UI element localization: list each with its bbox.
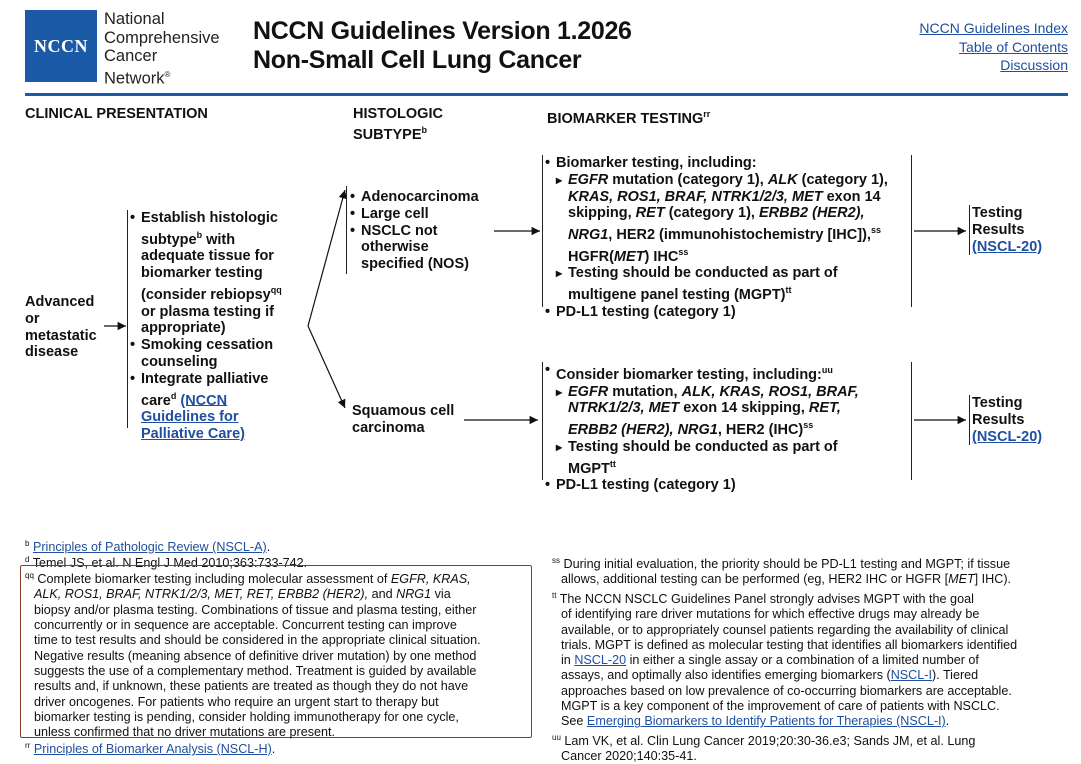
footnote-text: in either a single assay or a combination of a limited number of [626,653,979,668]
subtype-label: Large cell [361,205,429,222]
footnote-text: concurrently or in sequence are acceptable. Concurrent testing can improve [34,618,457,633]
biomarker-term: KRAS, ROS1, BRAF, NTRK1/2/3, MET [568,188,823,205]
arrow-steps-to-nonsquamous [308,190,345,326]
footnote-uu [552,730,1072,764]
presentation-line: or [25,310,40,327]
org-line: Cancer [104,47,158,65]
presentation-line: Advanced [25,294,95,310]
footnote-mark: b [25,539,30,548]
squamous-subtype [352,403,454,437]
step-line: counseling [141,354,218,371]
biomarker-text: (category 1), [664,205,759,222]
bracket-biomarker-top-left [542,155,543,307]
pdl1-testing [545,477,911,494]
footnote-ss [552,553,1072,588]
footnote-term: ALK, ROS1, BRAF, NTRK1/2/3, MET, RET, ERBB2 (HER2), [34,587,369,602]
initial-steps-box [130,210,305,443]
footnote-text: suggests the use of a complementary method. Treatment is guided by available [34,663,477,678]
footnote-ref: ss [678,246,689,257]
biomarker-list [556,384,911,439]
pdl1-text: PD-L1 testing (category 1) [556,477,736,494]
heading-line: SUBTYPE [353,126,422,143]
nonsquamous-subtypes [350,189,495,273]
footnote-text: results and, if unknown, these patients are treated as though they do not have [34,679,469,694]
step-line: appropriate) [141,320,226,337]
subtype-label: Squamous cell [352,403,455,419]
step-line: subtype [141,231,197,248]
biomarker-term: ERBB2 (HER2), NRG1 [568,422,718,439]
footnote-text: approaches based on low prevalence of co-occurring biomarkers are acceptable. [561,683,1012,698]
heading-text: BIOMARKER TESTING [547,110,704,127]
footnote-ref: tt [609,458,616,469]
arrow-steps-to-squamous [308,326,345,408]
step-palliative-care [130,371,305,443]
org-line: National [104,10,165,28]
footnote-text: and [368,587,397,602]
biomarker-testing-nonsquamous [545,155,911,321]
footnote-text: Cancer 2020;140:35-41. [561,749,697,764]
results-label: Testing [972,205,1023,221]
footnote-mark: qq [25,571,34,580]
palliative-care-link[interactable]: Guidelines for [141,409,239,426]
bracket-biomarker-top-right [911,155,912,307]
guideline-version-title: NCCN Guidelines Version 1.2026 [253,17,632,45]
registered-mark: ® [164,69,171,79]
footnote-mark: ss [552,556,560,565]
footnote-qq [25,568,530,740]
nscl-20-link[interactable]: (NSCL-20) [972,238,1043,255]
biomarker-term: ERBB2 (HER2), [758,205,865,222]
step-line: with [202,231,236,248]
bracket-results-top [969,205,970,255]
biomarker-testing-squamous [545,362,911,494]
subtype-label: specified (NOS) [361,256,469,273]
testing-results-top [972,205,1042,255]
bracket-steps [127,210,128,428]
subtype-nsclc-nos [350,223,495,273]
biomarker-text: , HER2 (immunohistochemistry [IHC]), [608,227,871,244]
biomarker-analysis-link[interactable]: Principles of Biomarker Analysis (NSCL-H) [33,742,272,757]
biomarker-text: exon 14 skipping, [679,400,809,417]
footnotes-right [552,553,1072,764]
footnote-text: biomarker testing is pending, consider holding immunotherapy for one cycle, [34,709,459,724]
footnote-text: Lam VK, et al. Clin Lung Cancer 2019;20:30-36.e3; Sands JM, et al. Lung [564,733,976,748]
nscl-20-link[interactable]: (NSCL-20) [972,428,1043,445]
step-line: (consider rebiopsy [141,286,271,303]
biomarker-term: ALK, KRAS, ROS1, BRAF, [681,383,859,400]
biomarker-text: exon 14 [822,188,881,205]
footnote-ref: ss [803,420,814,431]
footnote-text: . [266,540,271,555]
biomarker-text: mutation (category 1), [608,171,768,188]
biomarker-term: MET [613,248,645,265]
mgpt-text: MGPT [568,460,610,477]
biomarker-heading-text: Biomarker testing, including: [556,155,757,171]
biomarker-text: ) IHC [644,248,679,265]
subtype-large-cell [350,206,495,223]
org-line: Network [104,69,165,87]
guidelines-index-link[interactable]: NCCN Guidelines Index [919,20,1068,36]
step-line: care [141,392,171,409]
footnote-ref: d [170,390,177,401]
footnote-text: ). Tiered [931,668,979,683]
footnote-text: . [945,714,950,729]
step-smoking-cessation [130,337,305,371]
palliative-care-link[interactable]: (NCCN [180,392,228,409]
biomarker-term: RET, [808,400,841,417]
footnote-mark: tt [552,590,557,600]
footnote-text: via [431,587,451,602]
step-histologic-subtype [130,210,305,337]
bracket-nonsquamous [346,186,347,274]
results-label: Testing [972,395,1023,411]
biomarker-text: (category 1), [797,171,888,188]
nscl-i-link[interactable]: NSCL-I [890,668,932,683]
presentation-line: disease [25,344,79,361]
subtype-label: carcinoma [352,419,425,436]
biomarker-heading-text: Consider biomarker testing, including: [556,366,822,383]
subtype-label: Adenocarcinoma [361,189,479,205]
biomarker-text: HGFR( [568,248,614,265]
mgpt-text: ▸ Testing should be conducted as part of [568,265,838,282]
step-line: • Smoking cessation [141,337,274,354]
footnote-text: Complete biomarker testing including molecular assessment of [37,572,391,587]
mgpt-note [556,265,911,303]
nscl-20-footnote-link[interactable]: NSCL-20 [574,653,627,668]
pdl1-testing [545,304,911,321]
biomarker-text: , HER2 (IHC) [717,422,804,439]
mgpt-note [556,439,911,477]
footnote-text: See [561,714,587,729]
step-line: or plasma testing if [141,303,274,320]
footnote-term: MET [948,572,975,587]
testing-results-bottom [972,395,1042,445]
heading-line: HISTOLOGIC [353,106,443,122]
footnote-ref: b [421,125,427,135]
footnote-ref: ss [870,225,881,236]
biomarker-heading [545,155,911,304]
footnote-ref: uu [821,365,833,375]
presentation-line: metastatic [25,327,97,344]
biomarker-term: EGFR [568,171,609,188]
biomarker-heading [545,362,911,477]
footnote-ref: rr [703,109,711,119]
footnote-text: in [561,653,575,668]
subtype-label: • NSCLC not [361,222,438,239]
discussion-link[interactable]: Discussion [1000,57,1068,73]
logo-text: NCCN [34,35,88,56]
footnote-mark: d [25,555,30,564]
subtype-adenocarcinoma [350,189,495,206]
footnote-text: MGPT is a key component of the improvement of care of patients with NSCLC. [561,699,1000,714]
footnote-ref: tt [785,285,792,296]
pathologic-review-link[interactable]: Principles of Pathologic Review (NSCL-A) [32,540,267,555]
footnote-text: driver oncogenes. For patients who require an urgent start to therapy but [34,694,439,709]
footnote-text: assays, and optimally also identifies emerging biomarkers ( [561,668,891,683]
subtype-label: otherwise [361,239,429,256]
footnote-text: Temel JS, et al. N Engl J Med 2010;363:733-742. [32,556,308,571]
footnote-term: NRG1 [396,587,432,602]
emerging-biomarkers-link[interactable]: Emerging Biomarkers to Identify Patients for Therapies (NSCL-I) [586,714,946,729]
biomarker-term: RET [635,205,665,222]
org-line: Comprehensive [104,28,220,47]
palliative-care-link[interactable]: Palliative Care) [141,426,245,443]
bracket-biomarker-bottom-left [542,362,543,480]
step-line: • Integrate palliative [141,370,269,387]
footnote-text: allows, additional testing can be performed (eg, HER2 IHC or HGFR [ [561,572,949,587]
mgpt-text: ▸ Testing should be conducted as part of [568,438,838,455]
footnote-text: During initial evaluation, the priority should be PD-L1 testing and MGPT; if tissue [563,557,1011,572]
biomarker-term: EGFR [568,383,609,400]
guideline-topic-title: Non-Small Cell Lung Cancer [253,46,582,74]
footnote-text: The NCCN NSCLC Guidelines Panel strongly advises MGPT with the goal [559,591,974,606]
footnote-ref: b [196,229,203,240]
results-label: Results [972,221,1025,238]
bracket-biomarker-bottom-right [911,362,912,480]
mgpt-text: multigene panel testing (MGPT) [568,287,786,304]
biomarker-text: skipping, [568,205,636,222]
footnote-rr [25,738,275,757]
step-line: biomarker testing [141,265,263,282]
biomarker-term: NTRK1/2/3, MET [568,400,680,417]
step-line: • Establish histologic [141,210,278,226]
footnote-mark: rr [25,741,31,750]
clinical-presentation-heading: CLINICAL PRESENTATION [25,106,208,122]
biomarker-text: mutation, [608,383,682,400]
footnote-text: biopsy and/or plasma testing. Combinations of tissue and plasma testing, either [34,602,477,617]
footnote-text: Negative results (meaning absence of definitive driver mutation) by one method [34,648,477,663]
footnote-ref: qq [270,285,282,296]
footnote-text: of identifying rare driver mutations for which effective drugs may already be [561,607,980,622]
footnote-text: available, or to appropriately counsel patients regarding the availability of clinical [561,622,1009,637]
footnote-text: . [271,742,276,757]
bracket-results-bottom [969,395,970,445]
biomarker-term: NRG1 [568,227,609,244]
footnote-text: unless confirmed that no driver mutations are present. [34,725,336,740]
table-of-contents-link[interactable]: Table of Contents [959,38,1068,55]
footnote-text: time to test results and should be considered in the appropriate clinical situation. [34,633,481,648]
footnote-tt [552,588,1072,730]
footnote-mark: uu [552,732,561,742]
results-label: Results [972,411,1025,428]
biomarker-term: ALK [767,171,798,188]
pdl1-text: PD-L1 testing (category 1) [556,303,736,320]
biomarker-list [556,172,911,266]
clinical-presentation-box [25,294,97,361]
footnote-term: EGFR, KRAS, [390,572,471,587]
footnote-text: trials. MGPT is defined as molecular testing that identifies all biomarkers identified [561,637,1018,652]
step-line: adequate tissue for [141,248,274,265]
footnote-text: ] IHC). [974,572,1012,587]
